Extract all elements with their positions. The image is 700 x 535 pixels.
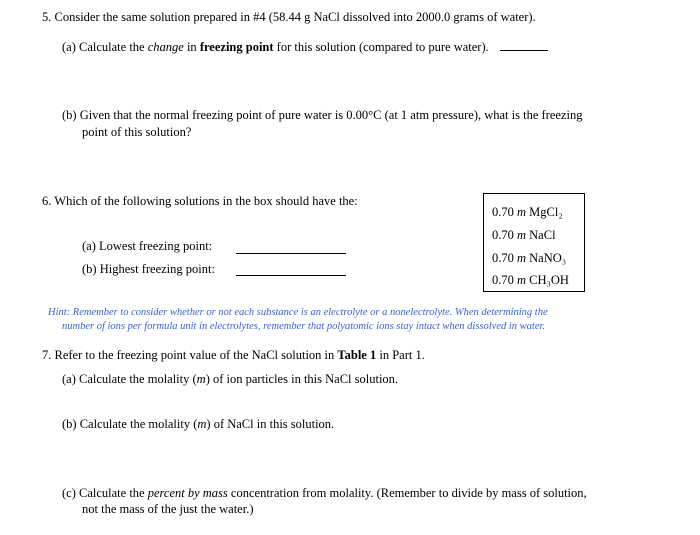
hint-line2: number of ions per formula unit in electrolytes, remember that polyatomic ions stay intact when dissolved in water. [62, 321, 546, 332]
q5-b-line1: (b) Given that the normal freezing point of pure water is 0.00°C (at 1 atm pressure), what is the freezing [62, 108, 583, 122]
q5-a-post: for this solution (compared to pure water). [273, 40, 489, 54]
box-row-num: 0.70 [492, 228, 517, 242]
q5-a-pre: (a) Calculate the [62, 40, 148, 54]
box-row-ch3oh [492, 273, 569, 288]
solutions-box [483, 193, 585, 292]
q5-a-strong: freezing point [199, 40, 274, 54]
box-row-num: 0.70 [492, 273, 517, 287]
box-row-formula: CH₃OH [526, 273, 569, 287]
q6-part-b [82, 262, 215, 277]
box-row-unit: m [517, 251, 527, 265]
q7-part-a [62, 372, 398, 387]
q6-stem: 6. Which of the following solutions in the box should have the: [42, 194, 358, 208]
box-row-num: 0.70 [492, 205, 517, 219]
box-row-formula: NaCl [526, 228, 556, 242]
hint-line1: Hint: Remember to consider whether or not each substance is an electrolyte or a nonelectrolyte. When determining the [48, 307, 548, 318]
q6-b-label: (b) Highest freezing point: [82, 262, 215, 276]
q7-stem-pre: 7. Refer to the freezing point value of the NaCl solution in [42, 348, 338, 362]
q7-part-c [62, 486, 587, 501]
q6-b-answer-blank[interactable] [236, 274, 346, 276]
box-row-formula: MgCl₂ [526, 205, 563, 219]
q7-a-pre: (a) Calculate the molality ( [62, 372, 197, 386]
q6-a-answer-blank[interactable] [236, 252, 346, 254]
q7-stem [42, 348, 425, 363]
box-row-unit: m [517, 228, 527, 242]
box-row-unit: m [517, 273, 527, 287]
q5-b-line2: point of this solution? [82, 125, 192, 139]
q7-a-em: m [196, 372, 206, 386]
q6-part-a [82, 239, 212, 254]
q5-a-mid: in [183, 40, 200, 54]
q7-c-em: percent by mass [147, 486, 228, 500]
q7-c-post: concentration from molality. (Remember to divide by mass of solution, [227, 486, 587, 500]
q5-stem: 5. Consider the same solution prepared in #4 (58.44 g NaCl dissolved into 2000.0 grams of water). [42, 10, 536, 24]
q7-c-line2: not the mass of the just the water.) [82, 502, 254, 516]
box-row-formula: NaNO₃ [526, 251, 567, 265]
q5-part-a [62, 40, 548, 55]
q7-a-post: ) of ion particles in this NaCl solution. [205, 372, 399, 386]
q7-stem-strong: Table 1 [337, 348, 377, 362]
q7-c-pre: (c) Calculate the [62, 486, 148, 500]
box-row-nano3 [492, 251, 566, 266]
q7-b-em: m [197, 417, 207, 431]
box-row-num: 0.70 [492, 251, 517, 265]
q7-b-pre: (b) Calculate the molality ( [62, 417, 198, 431]
q7-b-post: ) of NaCl in this solution. [206, 417, 335, 431]
q5-a-answer-blank[interactable] [500, 49, 548, 51]
q7-stem-post: in Part 1. [376, 348, 425, 362]
box-row-unit: m [517, 205, 527, 219]
q5-a-em: change [147, 40, 184, 54]
q7-part-b [62, 417, 334, 432]
q6-a-label: (a) Lowest freezing point: [82, 239, 213, 253]
box-row-nacl [492, 228, 556, 243]
box-row-mgcl2 [492, 205, 563, 220]
